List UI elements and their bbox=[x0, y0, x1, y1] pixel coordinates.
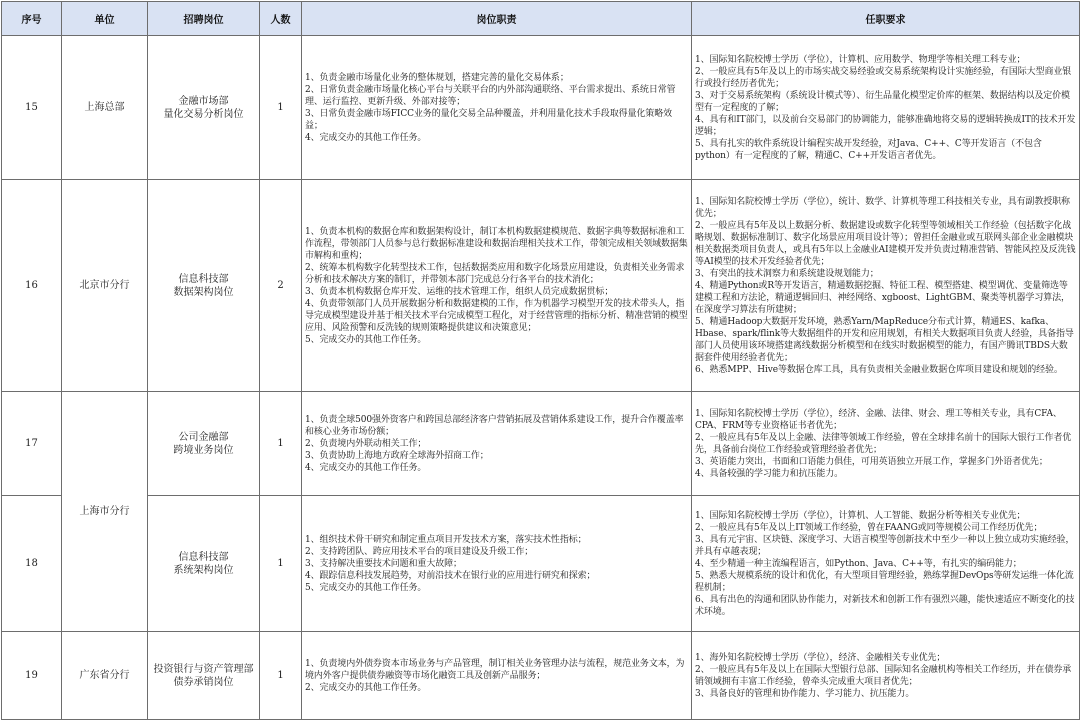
row-index: 19 bbox=[2, 632, 62, 720]
row-duties: 1、负责全球500强外资客户和跨国总部经济客户营销拓展及营销体系建设工作，提升合作覆盖率和核心业务市场份额； 2、负责境内外联动相关工作； 3、负责协助上海地方政府全球海外招商工作； 4、完成交办的其他工作任务。 bbox=[302, 392, 692, 496]
table-row bbox=[2, 180, 1080, 392]
row-index: 16 bbox=[2, 180, 62, 392]
row-index: 18 bbox=[2, 496, 62, 632]
row-requirements: 1、国际知名院校博士学历（学位），计算机、人工智能、数据分析等相关专业优先； 2、一般应具有5年及以上IT领域工作经验，曾在FAANG或同等规模公司工作经历优先； 3、具有元宇宙、区块链、深度学习、大语言模型等创新技术中至少一种以上独立成功实施经验，并具有卓越表现； 4、至少精通一种主流编程语言，如Python、Java、C++等，有扎实的编码能力； 5、熟悉大规模系统的设计和优化，有大型项目管理经验，熟练掌握DevOps等研发运维一体化流程机制； 6、具有出色的沟通和团队协作能力，对新技术和创新工作有强烈兴趣，能快速适应不断变化的技术环境。 bbox=[692, 496, 1080, 632]
row-position: 投资银行与资产管理部 债券承销岗位 bbox=[148, 632, 260, 720]
row-count: 1 bbox=[260, 632, 302, 720]
row-position: 信息科技部 系统架构岗位 bbox=[148, 496, 260, 632]
header-count: 人数 bbox=[260, 2, 302, 36]
header-unit: 单位 bbox=[62, 2, 148, 36]
row-position: 信息科技部 数据架构岗位 bbox=[148, 180, 260, 392]
row-index: 17 bbox=[2, 392, 62, 496]
row-unit: 北京市分行 bbox=[62, 180, 148, 392]
header-position: 招聘岗位 bbox=[148, 2, 260, 36]
header-index: 序号 bbox=[2, 2, 62, 36]
table-row bbox=[2, 632, 1080, 720]
header-requirements: 任职要求 bbox=[692, 2, 1080, 36]
row-count: 2 bbox=[260, 180, 302, 392]
row-position: 公司金融部 跨境业务岗位 bbox=[148, 392, 260, 496]
row-duties: 1、负责金融市场量化业务的整体规划，搭建完善的量化交易体系； 2、日常负责金融市场量化核心平台与关联平台的内外部沟通联络、平台需求提出、系统日常管理、运行监控、更新升级、外部对接等； 3、日常负责金融市场FICC业务的量化交易全品种覆盖，并利用量化技术手段取得量化策略效益； 4、完成交办的其他工作任务。 bbox=[302, 36, 692, 180]
row-duties: 1、负责境内外债券资本市场业务与产品管理，制订相关业务管理办法与流程，规范业务文本，为境内外客户提供债券融资等市场化融资工具及创新产品服务； 2、完成交办的其他工作任务。 bbox=[302, 632, 692, 720]
row-duties: 1、负责本机构的数据仓库和数据架构设计，制订本机构数据建模规范、数据字典等数据标准和工作流程，带领部门人员参与总行数据标准建设和数据治理相关技术工作，带领完成相关领域数据集市解构和重构； 2、统筹本机构数字化转型技术工作，包括数据类应用和数字化场景应用建设，负责相关业务需求分析和技术解决方案的制订，并带领本部门完成总分行各平台的技术消化； 3、负责本机构数据仓库开发、运维的技术管理工作，组织人员完成数据贯标； 4、负责带领部门人员开展数据分析和数据建模的工作，作为机器学习模型开发的技术带头人，指导完成模型建设并基于相关技术平台完成模型工程化，对于经营管理的指标分析、精准营销的模型应用、风险预警和反洗钱的规则策略提供建议和决策意见； 5、完成交办的其他工作任务。 bbox=[302, 180, 692, 392]
row-requirements: 1、海外知名院校博士学历（学位），经济、金融相关专业优先； 2、一般应具有5年及以上在国际大型银行总部、国际知名金融机构等相关工作经历，并在债券承销领域拥有丰富工作经验，曾牵头完成重大项目者优先； 3、具备良好的管理和协作能力、学习能力、抗压能力。 bbox=[692, 632, 1080, 720]
header-duties: 岗位职责 bbox=[302, 2, 692, 36]
row-count: 1 bbox=[260, 36, 302, 180]
row-unit: 广东省分行 bbox=[62, 632, 148, 720]
row-unit: 上海总部 bbox=[62, 36, 148, 180]
row-requirements: 1、国际知名院校博士学历（学位），计算机、应用数学、物理学等相关理工科专业； 2、一般应具有5年及以上的市场实战交易经验或交易系统架构设计实施经验，有国际大型商业银行或投行经历者优先； 3、对于交易系统架构（系统设计模式等）、衍生品量化模型定价库的框架、数据结构以及定价模型有一定程度的了解； 4、具有和IT部门，以及前台交易部门的协调能力，能够准确地将交易的逻辑转换成IT的技术开发逻辑； 5、具有扎实的软件系统设计编程实战开发经验，对Java、C++、C等开发语言（不包含python）有一定程度的了解，精通C、C++开发语言者优先。 bbox=[692, 36, 1080, 180]
row-count: 1 bbox=[260, 392, 302, 496]
row-unit-merged: 上海市分行 bbox=[62, 392, 148, 632]
row-requirements: 1、国际知名院校博士学历（学位），经济、金融、法律、财会、理工等相关专业，具有CFA、CPA、FRM等专业资格证书者优先； 2、一般应具有5年及以上金融、法律等领域工作经验，曾在全球排名前十的国际大银行工作者优先，具备前台岗位工作经验或管理经验者优先； 3、英语能力突出，书面和口语能力俱佳，可用英语独立开展工作，掌握多门外语者优先； 4、具备较强的学习能力和抗压能力。 bbox=[692, 392, 1080, 496]
row-index: 15 bbox=[2, 36, 62, 180]
table-row bbox=[2, 496, 1080, 632]
recruitment-table bbox=[1, 1, 1080, 720]
table-row bbox=[2, 392, 1080, 496]
header-row bbox=[2, 2, 1080, 36]
row-position: 金融市场部 量化交易分析岗位 bbox=[148, 36, 260, 180]
row-requirements: 1、国际知名院校博士学历（学位），统计、数学、计算机等理工科技相关专业，具有副教授职称优先； 2、一般应具有5年及以上数据分析、数据建设或数字化转型等领域相关工作经验（包括数字化战略规划、数据标准制订、数字化场景应用项目设计等）；曾担任金融业或互联网头部企业金融模块相关数据类项目负责人，或具有5年以上金融业AI建模开发并负责过精准营销、智能风控及反洗钱等AI模型的技术开发经验者优先； 3、有突出的技术洞察力和系统建设规划能力； 4、精通Python或R等开发语言，精通数据挖掘、特征工程、模型搭建、模型调优、变量筛选等建模工程和方法论，精通逻辑回归、神经网络、xgboost、LightGBM、聚类等机器学习算法，在深度学习算法有所建树； 5、精通Hadoop大数据开发环境，熟悉Yarn/MapReduce分布式计算，精通ES、kafka、Hbase、spark/flink等大数据组件的开发和应用规划，有相关大数据项目负责人经验，具备指导部门人员使用该环境搭建离线数据分析模型和在线实时数据模型的能力，有国产腾讯TBDS大数据套件使用经验者优先； 6、熟悉MPP、Hive等数据仓库工具，具有负责相关金融业数据仓库项目建设和规划的经验。 bbox=[692, 180, 1080, 392]
row-count: 1 bbox=[260, 496, 302, 632]
table-row bbox=[2, 36, 1080, 180]
row-duties: 1、组织技术骨干研究和制定重点项目开发技术方案，落实技术性指标； 2、支持跨团队、跨应用技术平台的项目建设及升级工作； 3、支持解决重要技术问题和重大故障； 4、跟踪信息科技发展趋势，对前沿技术在银行业的应用进行研究和探索； 5、完成交办的其他工作任务。 bbox=[302, 496, 692, 632]
